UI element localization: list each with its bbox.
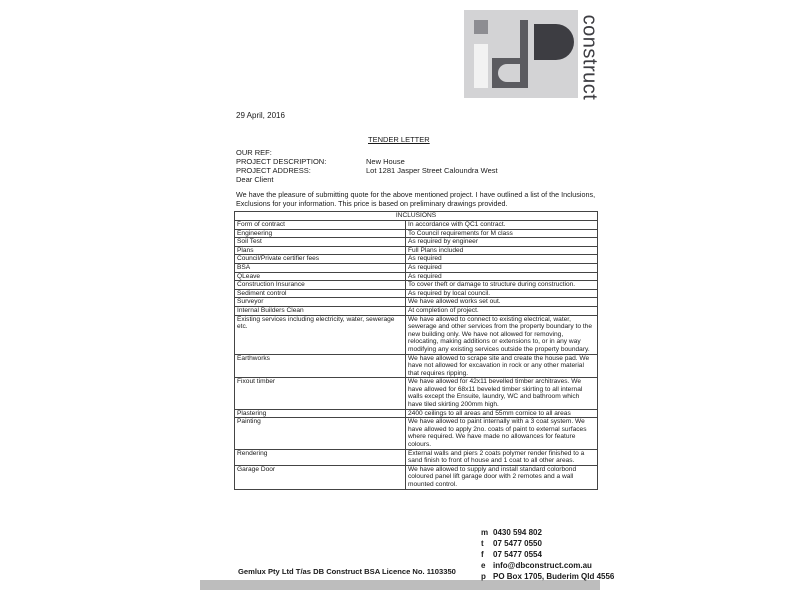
inclusion-item: BSA xyxy=(235,263,406,272)
project-detail-row xyxy=(236,175,498,184)
inclusion-detail: Full Plans included xyxy=(406,246,598,255)
table-row xyxy=(235,409,598,418)
inclusion-detail: As required by engineer xyxy=(406,238,598,247)
inclusion-item: Internal Builders Clean xyxy=(235,306,406,315)
project-detail-row xyxy=(236,166,498,175)
contact-key: f xyxy=(481,550,484,559)
table-row xyxy=(235,263,598,272)
table-row xyxy=(235,449,598,465)
table-row xyxy=(235,221,598,230)
table-row xyxy=(235,281,598,290)
inclusion-detail: We have allowed for 42x11 bevelled timber architraves. We have allowed for 68x11 beveled timber skirting to all internal walls except the Ensuite, laundry, WC and bathroom which have tiled skirting 200mm high. xyxy=(406,378,598,409)
table-row xyxy=(235,246,598,255)
intro-paragraph: We have the pleasure of submitting quote for the above mentioned project. I have outlined a list of the Inclusions, Exclusions for your information. This price is based on preliminary drawings provided. xyxy=(236,190,596,208)
inclusion-detail: At completion of project. xyxy=(406,306,598,315)
table-row xyxy=(235,272,598,281)
inclusion-item: Painting xyxy=(235,418,406,449)
inclusion-item: Sediment control xyxy=(235,289,406,298)
contact-block xyxy=(481,527,614,582)
table-row xyxy=(235,255,598,264)
contact-value: 07 5477 0550 xyxy=(493,539,542,548)
inclusion-detail: To Council requirements for M class xyxy=(406,229,598,238)
db-construct-logo xyxy=(464,10,601,101)
table-row xyxy=(235,238,598,247)
contact-value: 07 5477 0554 xyxy=(493,550,542,559)
inclusion-detail: 2400 ceilings to all areas and 55mm cornice to all areas xyxy=(406,409,598,418)
logo-letter-d-counter xyxy=(498,64,520,82)
project-detail-row xyxy=(236,157,498,166)
contact-key: p xyxy=(481,572,486,581)
inclusion-item: Fixout timber xyxy=(235,378,406,409)
contact-value: PO Box 1705, Buderim Qld 4556 xyxy=(493,572,615,581)
inclusion-item: QLeave xyxy=(235,272,406,281)
inclusion-detail: As required xyxy=(406,272,598,281)
project-detail-row xyxy=(236,148,498,157)
table-row xyxy=(235,306,598,315)
inclusion-item: Construction Insurance xyxy=(235,281,406,290)
letter-title: TENDER LETTER xyxy=(368,135,430,144)
project-detail-value: New House xyxy=(366,157,405,166)
contact-row xyxy=(481,527,614,538)
table-row xyxy=(235,315,598,354)
logo-block-light xyxy=(474,44,488,88)
logo-letter-b xyxy=(534,24,574,60)
inclusion-item: Rendering xyxy=(235,449,406,465)
logo-word: construct xyxy=(578,14,601,101)
inclusion-item: Council/Private certifier fees xyxy=(235,255,406,264)
table-row xyxy=(235,229,598,238)
inclusion-item: Plastering xyxy=(235,409,406,418)
inclusion-item: Plans xyxy=(235,246,406,255)
logo-wordmark xyxy=(572,12,601,101)
project-detail-label: Dear Client xyxy=(236,175,274,184)
inclusions-table xyxy=(234,211,598,490)
licence-line: Gemlux Pty Ltd T/as DB Construct BSA Licence No. 1103350 xyxy=(238,567,456,576)
inclusion-detail: As required xyxy=(406,255,598,264)
project-detail-label: OUR REF: xyxy=(236,148,272,157)
table-row xyxy=(235,289,598,298)
inclusion-detail: We have allowed to supply and install standard colorbond coloured panel lift garage door with 2 remotes and a wall mounted control. xyxy=(406,465,598,489)
inclusion-detail: We have allowed to paint internally with a 3 coat system. We have allowed to apply 2no. coats of paint to external surfaces where required. We have made no allowances for feature colours. xyxy=(406,418,598,449)
table-row xyxy=(235,354,598,378)
table-row xyxy=(235,378,598,409)
inclusion-detail: As required by local council. xyxy=(406,289,598,298)
inclusion-detail: As required xyxy=(406,263,598,272)
inclusion-detail: We have allowed to connect to existing electrical, water, sewerage and other services from the property boundary to the new building only. We have not allowed for removing, relocating, making additions or extensions to, or in any way modifying any existing services outside the property boundary. xyxy=(406,315,598,354)
contact-value: 0430 594 802 xyxy=(493,528,542,537)
logo-letter-d-stem xyxy=(520,20,528,58)
inclusion-detail: In accordance with QC1 contract. xyxy=(406,221,598,230)
inclusion-detail: We have allowed works set out. xyxy=(406,298,598,307)
inclusions-heading: INCLUSIONS xyxy=(235,212,598,221)
contact-row xyxy=(481,549,614,560)
contact-key: e xyxy=(481,561,486,570)
project-detail-label: PROJECT ADDRESS: xyxy=(236,166,311,175)
inclusion-item: Form of contract xyxy=(235,221,406,230)
contact-key: m xyxy=(481,528,489,537)
inclusion-item: Earthworks xyxy=(235,354,406,378)
contact-value: info@dbconstruct.com.au xyxy=(493,561,592,570)
inclusion-detail: External walls and piers 2 coats polymer render finished to a sand finish to front of house and 1 coat to all other areas. xyxy=(406,449,598,465)
inclusion-detail: To cover theft or damage to structure during construction. xyxy=(406,281,598,290)
contact-row xyxy=(481,538,614,549)
table-row xyxy=(235,298,598,307)
letter-date: 29 April, 2016 xyxy=(236,111,285,120)
inclusion-item: Existing services including electricity, water, sewerage etc. xyxy=(235,315,406,354)
inclusion-item: Soil Test xyxy=(235,238,406,247)
table-row xyxy=(235,465,598,489)
inclusion-item: Garage Door xyxy=(235,465,406,489)
contact-key: t xyxy=(481,539,484,548)
inclusion-item: Engineering xyxy=(235,229,406,238)
project-details xyxy=(236,148,498,184)
project-detail-value: Lot 1281 Jasper Street Caloundra West xyxy=(366,166,498,175)
logo-square-dot xyxy=(474,20,488,34)
inclusion-detail: We have allowed to scrape site and create the house pad. We have not allowed for excavation in rock or any other material that requires ripping. xyxy=(406,354,598,378)
project-detail-label: PROJECT DESCRIPTION: xyxy=(236,157,327,166)
inclusion-item: Surveyor xyxy=(235,298,406,307)
table-row xyxy=(235,418,598,449)
contact-row xyxy=(481,571,614,582)
contact-row xyxy=(481,560,614,571)
